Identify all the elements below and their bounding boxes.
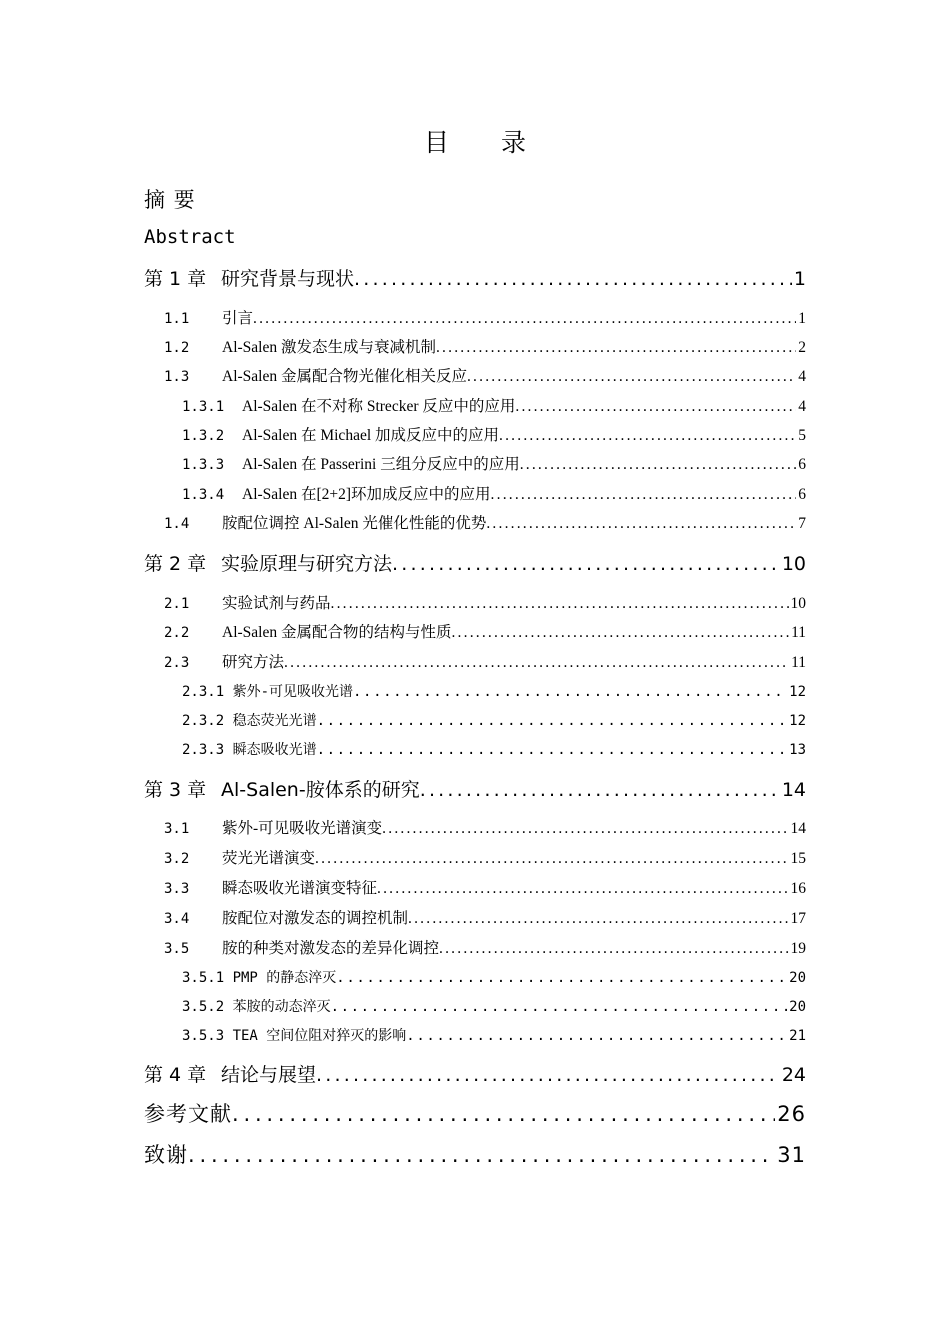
toc-entry-section-1-3-3[interactable]	[144, 452, 806, 474]
entry-text: Al-Salen 在 Passerini 三组分反应中的应用	[242, 456, 520, 473]
entry-page-number: 11	[791, 624, 806, 641]
toc-entry-section-1-3[interactable]	[144, 364, 806, 386]
entry-page-number: 20	[789, 999, 806, 1015]
leader-dots	[467, 368, 796, 386]
toc-entry-section-2-3-2[interactable]	[144, 710, 806, 730]
entry-text: 胺配位对激发态的调控机制	[222, 910, 409, 927]
entry-page-number: 17	[790, 910, 806, 927]
entry-text: 2.3.1 紫外-可见吸收光谱	[182, 684, 354, 700]
entry-text: 3.5.1 PMP 的静态淬灭	[182, 970, 337, 986]
leader-dots	[439, 940, 788, 958]
entry-number: 3.2	[164, 851, 190, 867]
entry-page-number: 14	[781, 779, 806, 801]
toc-entry-section-3-5-1[interactable]	[144, 967, 806, 987]
entry-page-number: 21	[789, 1028, 806, 1044]
toc-entry-section-1-2[interactable]	[144, 335, 806, 357]
entry-text: 2.3.3 瞬态吸收光谱	[182, 742, 317, 758]
leader-dots	[331, 999, 788, 1015]
leader-dots	[253, 310, 796, 328]
entry-page-number: 6	[798, 456, 806, 473]
entry-number: 1.3.2	[182, 428, 225, 444]
toc-entry-section-2-3[interactable]	[144, 650, 806, 672]
leader-dots	[317, 742, 788, 758]
toc-entry-section-3-5-3[interactable]	[144, 1025, 806, 1045]
leader-dots	[331, 595, 789, 613]
entry-text: Al-Salen 在[2+2]环加成反应中的应用	[242, 486, 491, 503]
toc-entry-section-1-3-4[interactable]	[144, 482, 806, 504]
entry-number: 2.3	[164, 655, 190, 671]
entry-text: 3.5.3 TEA 空间位阻对猝灭的影响	[182, 1028, 407, 1044]
entry-page-number: 11	[791, 654, 806, 671]
entry-page-number: 14	[790, 820, 806, 837]
entry-text: 实验试剂与药品	[222, 595, 331, 612]
toc-entry-section-3-4[interactable]	[144, 906, 806, 928]
entry-text: 参考文献	[144, 1102, 232, 1126]
entry-page-number: 20	[789, 970, 806, 986]
entry-text: Abstract	[144, 226, 236, 248]
toc-entry-section-3-3[interactable]	[144, 876, 806, 898]
entry-number: 1.1	[164, 311, 190, 327]
toc-entry-section-2-3-3[interactable]	[144, 739, 806, 759]
toc-title: 目 录	[424, 128, 548, 157]
toc-entry-section-2-2[interactable]	[144, 620, 806, 642]
entry-text: 3.5.2 苯胺的动态淬灭	[182, 999, 331, 1015]
entry-page-number: 26	[777, 1102, 806, 1126]
entry-page-number: 4	[798, 368, 806, 385]
entry-number: 第 4 章	[144, 1064, 207, 1086]
leader-dots	[316, 1064, 780, 1086]
toc-entry-section-3-2[interactable]	[144, 846, 806, 868]
entry-number: 3.1	[164, 821, 190, 837]
leader-dots	[232, 1102, 775, 1126]
leader-dots	[382, 820, 788, 838]
entry-page-number: 15	[790, 850, 806, 867]
toc-entry-chapter-2[interactable]	[144, 549, 806, 576]
toc-entry-section-3-1[interactable]	[144, 816, 806, 838]
leader-dots	[408, 910, 788, 928]
entry-page-number: 12	[789, 684, 806, 700]
entry-number: 1.2	[164, 340, 190, 356]
entry-page-number: 2	[798, 339, 806, 356]
leader-dots	[284, 654, 789, 672]
entry-page-number: 4	[798, 398, 806, 415]
entry-text: Al-Salen 在 Michael 加成反应中的应用	[242, 427, 500, 444]
toc-entry-section-2-1[interactable]	[144, 591, 806, 613]
entry-text: 研究方法	[222, 654, 285, 671]
toc-entry-abstract-en[interactable]	[144, 226, 806, 248]
entry-page-number: 10	[790, 595, 806, 612]
entry-page-number: 24	[781, 1064, 806, 1086]
toc-entry-references[interactable]	[144, 1098, 806, 1128]
entry-page-number: 5	[798, 427, 806, 444]
leader-dots	[317, 713, 788, 729]
entry-number: 1.3	[164, 369, 190, 385]
leader-dots	[336, 970, 787, 986]
entry-text: Al-Salen 金属配合物光催化相关反应	[222, 368, 467, 385]
toc-entry-acknowledgements[interactable]	[144, 1139, 806, 1169]
leader-dots	[420, 779, 780, 801]
entry-text: Al-Salen 激发态生成与衰减机制	[222, 339, 436, 356]
entry-page-number: 19	[790, 940, 806, 957]
entry-page-number: 1	[793, 268, 806, 290]
leader-dots	[491, 486, 797, 504]
toc-entry-section-1-1[interactable]	[144, 306, 806, 328]
entry-number: 1.3.4	[182, 487, 225, 503]
entry-page-number: 16	[790, 880, 806, 897]
entry-page-number: 7	[798, 515, 806, 532]
entry-number: 3.5	[164, 941, 190, 957]
leader-dots	[315, 850, 788, 868]
leader-dots	[451, 624, 789, 642]
entry-page-number: 1	[798, 310, 806, 327]
entry-page-number: 13	[789, 742, 806, 758]
entry-page-number: 6	[798, 486, 806, 503]
toc-entry-section-1-3-1[interactable]	[144, 394, 806, 416]
entry-page-number: 10	[781, 553, 806, 575]
entry-number: 3.4	[164, 911, 190, 927]
entry-number: 1.3.1	[182, 399, 225, 415]
toc-entry-section-3-5[interactable]	[144, 936, 806, 958]
leader-dots	[499, 427, 796, 445]
entry-text: 实验原理与研究方法	[221, 553, 393, 575]
entry-page-number: 31	[777, 1143, 806, 1167]
entry-text: 紫外-可见吸收光谱演变	[222, 820, 383, 837]
entry-number: 2.1	[164, 596, 190, 612]
entry-text: 2.3.2 稳态荧光光谱	[182, 713, 317, 729]
leader-dots	[520, 456, 797, 474]
entry-text: 荧光光谱演变	[222, 850, 316, 867]
entry-text: Al-Salen-胺体系的研究	[221, 779, 420, 801]
toc-entry-section-2-3-1[interactable]	[144, 681, 806, 701]
leader-dots	[486, 515, 796, 533]
entry-text: 研究背景与现状	[221, 268, 355, 290]
toc-entry-section-1-3-2[interactable]	[144, 423, 806, 445]
entry-text: Al-Salen 金属配合物的结构与性质	[222, 624, 452, 641]
leader-dots	[188, 1143, 775, 1167]
leader-dots	[406, 1028, 787, 1044]
entry-page-number: 12	[789, 713, 806, 729]
entry-text: 胺配位调控 Al-Salen 光催化性能的优势	[222, 515, 487, 532]
entry-text: 摘 要	[144, 188, 196, 212]
entry-number: 2.2	[164, 625, 190, 641]
entry-text: 瞬态吸收光谱演变特征	[222, 880, 378, 897]
entry-text: Al-Salen 在不对称 Strecker 反应中的应用	[242, 398, 516, 415]
leader-dots	[515, 398, 796, 416]
leader-dots	[353, 684, 787, 700]
entry-text: 引言	[222, 310, 254, 327]
toc-entry-section-3-5-2[interactable]	[144, 996, 806, 1016]
entry-text: 胺的种类对激发态的差异化调控	[222, 940, 440, 957]
leader-dots	[377, 880, 788, 898]
entry-number: 3.3	[164, 881, 190, 897]
toc-entry-abstract-cn[interactable]	[144, 184, 806, 214]
entry-number: 第 1 章	[144, 268, 207, 290]
entry-number: 第 2 章	[144, 553, 207, 575]
toc-entry-chapter-3[interactable]	[144, 775, 806, 802]
toc-entry-section-1-4[interactable]	[144, 511, 806, 533]
toc-entry-chapter-4[interactable]	[144, 1060, 806, 1087]
entry-number: 1.3.3	[182, 457, 225, 473]
entry-number: 1.4	[164, 516, 190, 532]
toc-entry-chapter-1[interactable]	[144, 264, 806, 291]
leader-dots	[354, 268, 792, 290]
entry-text: 结论与展望	[221, 1064, 317, 1086]
entry-number: 第 3 章	[144, 779, 207, 801]
leader-dots	[392, 553, 780, 575]
leader-dots	[436, 339, 796, 357]
entry-text: 致谢	[144, 1143, 188, 1167]
